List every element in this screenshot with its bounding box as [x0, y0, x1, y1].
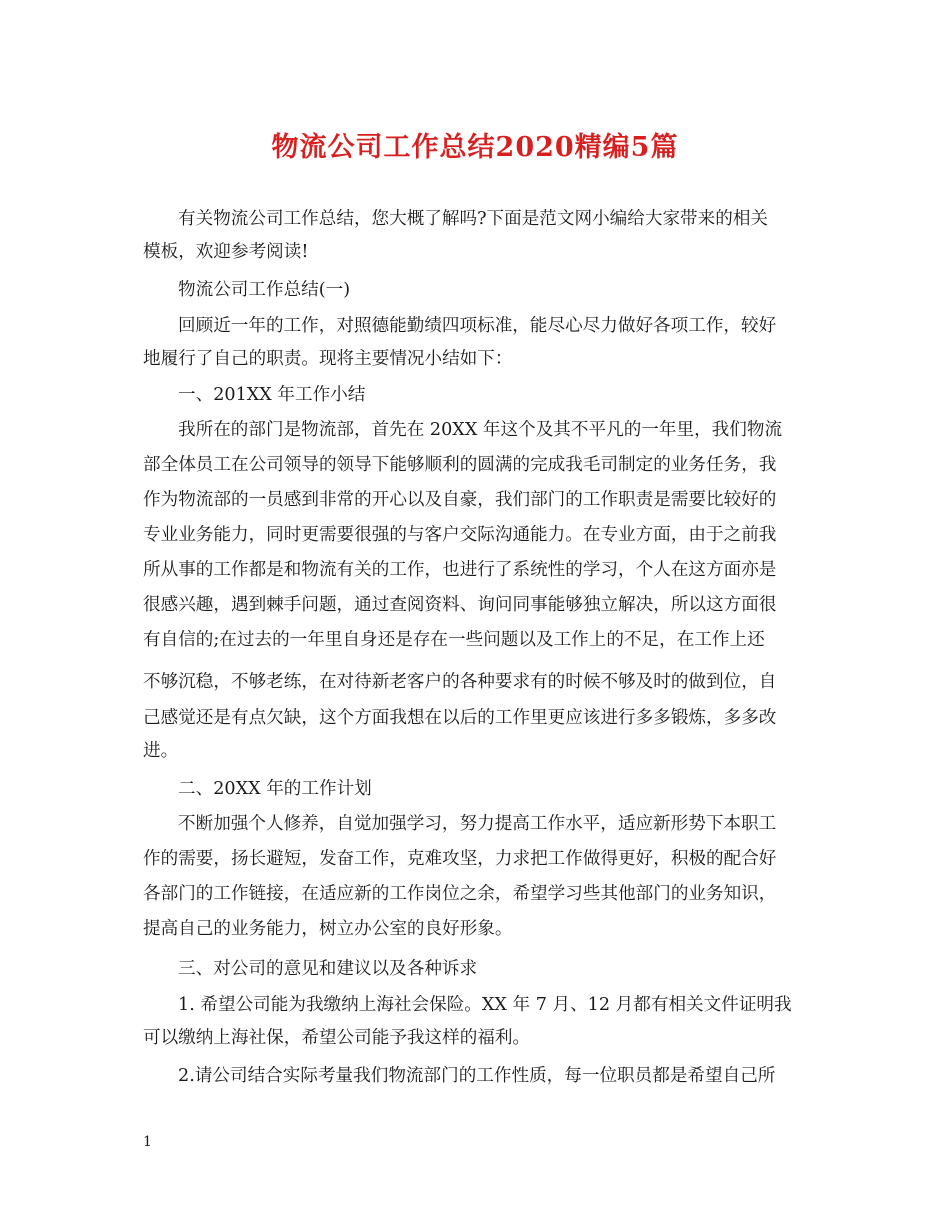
paragraph-line: 所从事的工作都是和物流有关的工作，也进行了系统性的学习，个人在这方面亦是 [143, 560, 777, 580]
paragraph-line: 专业业务能力，同时更需要很强的与客户交际沟通能力。在专业方面，由于之前我 [143, 525, 777, 545]
document-title: 物流公司工作总结2020精编5篇 [271, 132, 679, 163]
section-heading: 三、对公司的意见和建议以及各种诉求 [178, 959, 478, 979]
paragraph-line: 2.请公司结合实际考量我们物流部门的工作性质，每一位职员都是希望自己所 [178, 1066, 776, 1086]
paragraph-line: 1. 希望公司能为我缴纳上海社会保险。XX 年 7 月、12 月都有相关文件证明我 [178, 995, 792, 1015]
paragraph-line: 提高自己的业务能力，树立办公室的良好形象。 [143, 919, 513, 939]
page-number: 1 [143, 1134, 152, 1150]
paragraph-line: 地履行了自己的职责。现将主要情况小结如下： [143, 349, 513, 369]
paragraph-line: 我所在的部门是物流部，首先在 20XX 年这个及其不平凡的一年里，我们物流 [178, 420, 783, 440]
section-heading: 物流公司工作总结(一) [178, 280, 351, 300]
paragraph-line: 模板，欢迎参考阅读! [143, 242, 309, 262]
paragraph-line: 可以缴纳上海社保，希望公司能予我这样的福利。 [143, 1028, 531, 1048]
section-heading: 二、20XX 年的工作计划 [178, 779, 372, 799]
paragraph-line: 回顾近一年的工作，对照德能勤绩四项标准，能尽心尽力做好各项工作，较好 [178, 316, 777, 336]
paragraph-line: 不断加强个人修养，自觉加强学习，努力提高工作水平，适应新形势下本职工 [178, 814, 777, 834]
paragraph-line: 作为物流部的一员感到非常的开心以及自豪，我们部门的工作职责是需要比较好的 [143, 490, 777, 510]
paragraph-line: 很感兴趣，遇到棘手问题，通过查阅资料、询问同事能够独立解决，所以这方面很 [143, 595, 777, 615]
paragraph-line: 己感觉还是有点欠缺，这个方面我想在以后的工作里更应该进行多多锻炼，多多改 [143, 708, 777, 728]
section-heading: 一、201XX 年工作小结 [178, 385, 366, 405]
paragraph-line: 部全体员工在公司领导的领导下能够顺利的圆满的完成我毛司制定的业务任务，我 [143, 455, 777, 475]
paragraph-line: 进。 [143, 741, 179, 761]
paragraph-line: 作的需要，扬长避短，发奋工作，克难攻坚，力求把工作做得更好，积极的配合好 [143, 849, 777, 869]
paragraph-line: 不够沉稳，不够老练，在对待新老客户的各种要求有的时候不够及时的做到位，自 [143, 672, 777, 692]
paragraph-line: 有关物流公司工作总结，您大概了解吗?下面是范文网小编给大家带来的相关 [178, 209, 769, 229]
paragraph-line: 各部门的工作链接，在适应新的工作岗位之余，希望学习些其他部门的业务知识， [143, 884, 777, 904]
paragraph-line: 有自信的;在过去的一年里自身还是存在一些问题以及工作上的不足，在工作上还 [143, 630, 765, 650]
